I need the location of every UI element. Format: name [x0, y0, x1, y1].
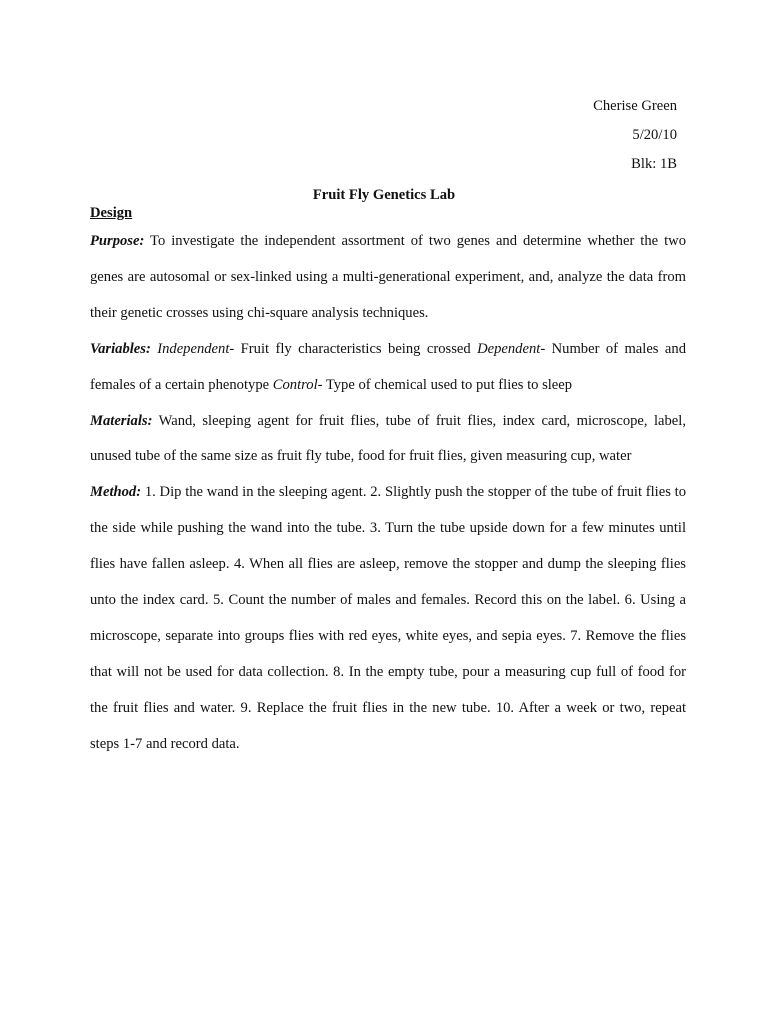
purpose-text: To investigate the independent assortment of two genes and determine whether the two genes are autosomal or sex-linked using a multi-generational experiment, and, analyze the data from their genetic crosses using chi-square analysis techniques. — [90, 233, 686, 321]
variables-label: Variables: — [90, 340, 151, 357]
author-header — [593, 92, 677, 179]
method-text: 1. Dip the wand in the sleeping agent. 2. Slightly push the stopper of the tube of fruit flies to the side while pushing the wand into the tube. 3. Turn the tube upside down for a few minutes until flies have fallen asleep. 4. When all flies are asleep, remove the stopper and dump the sleeping flies unto the index card. 5. Count the number of males and females. Record this on the label. 6. Using a microscope, separate into groups flies with red eyes, white eyes, and sepia eyes. 7. Remove the flies that will not be used for data collection. 8. In the empty tube, pour a measuring cup full of food for the fruit flies and water. 9. Replace the fruit flies in the new tube. 10. After a week or two, repeat steps 1-7 and record data. — [90, 484, 686, 752]
author-date: 5/20/10 — [632, 127, 677, 143]
control-text: - Type of chemical used to put flies to sleep — [317, 376, 573, 393]
section-heading-design: Design — [90, 205, 133, 221]
page-title: Fruit Fly Genetics Lab — [312, 187, 456, 203]
variables-paragraph — [90, 332, 686, 404]
dependent-text: - Number of males and females of a certain phenotype — [90, 340, 686, 393]
materials-label: Materials: — [90, 412, 153, 429]
materials-paragraph — [90, 404, 686, 476]
purpose-label: Purpose: — [90, 233, 145, 249]
independent-text: - Fruit fly characteristics being crossed — [229, 340, 478, 357]
materials-text: Wand, sleeping agent for fruit flies, tube of fruit flies, index card, microscope, label, unused tube of the same size as fruit fly tube, food for fruit flies, given measuring cup, water — [90, 412, 686, 465]
purpose-paragraph — [90, 224, 686, 332]
control-label: Control — [272, 376, 318, 393]
independent-label: Independent — [157, 340, 230, 357]
dependent-label: Dependent — [477, 340, 541, 357]
document-body — [90, 202, 686, 763]
author-name: Cherise Green — [593, 98, 677, 114]
method-label: Method: — [90, 484, 142, 501]
author-block: Blk: 1B — [631, 156, 677, 172]
method-paragraph — [90, 475, 686, 762]
